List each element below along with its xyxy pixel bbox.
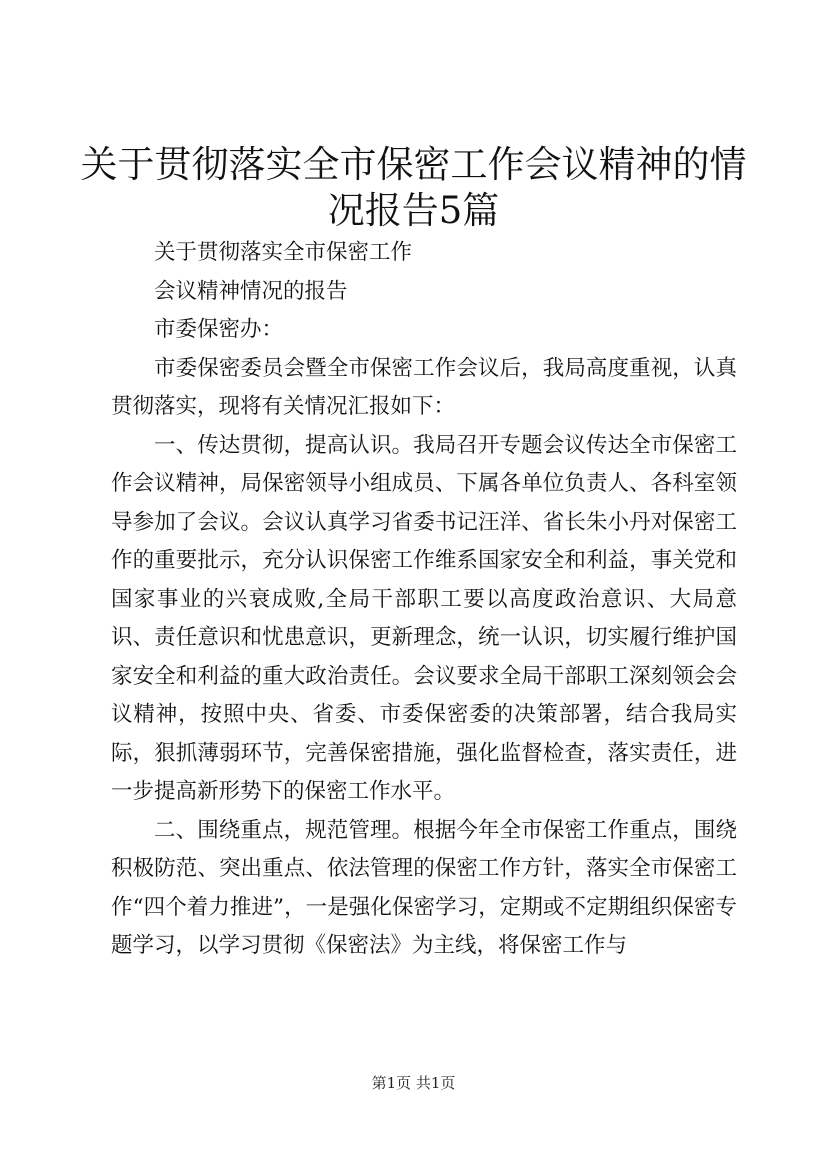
heading-line-2: 会议精神情况的报告 (154, 278, 348, 304)
heading-line-1: 关于贯彻落实全市保密工作 (154, 240, 413, 265)
page-footer: 第1页 共1页 (371, 1074, 456, 1092)
section-1-paragraph: 一、传达贯彻，提高认识。我局召开专题会议传达全市保密工作会议精神，局保密领导小组成员、下属各单位负责人、各科室领导参加了会议。会议认真学习省委书记汪洋、省长朱小丹对保密工作的重要批示，充分认识保密工作维系国家安全和利益，事关党和国家事业的兴衰成败,全局干部职工要以高度政治意识、大局意识、责任意识和忧患意识，更新理念，统一认识，切实履行维护国家安全和利益的重大政治责任。会议要求全局干部职工深刻领会会议精神，按照中央、省委、市委保密委的决策部署，结合我局实际，狠抓薄弱环节，完善保密措施，强化监督检查，落实责任，进一步提高新形势下的保密工作水平。 (111, 432, 737, 804)
intro-paragraph: 市委保密委员会暨全市保密工作会议后，我局高度重视，认真贯彻落实，现将有关情况汇报如下： (111, 355, 737, 419)
document-body (111, 234, 737, 966)
addressee: 市委保密办： (154, 317, 284, 342)
document-title: 关于贯彻落实全市保密工作会议精神的情况报告5篇 (80, 143, 747, 232)
section-2-paragraph: 二、围绕重点，规范管理。根据今年全市保密工作重点，围绕积极防范、突出重点、依法管理的保密工作方针，落实全市保密工作“四个着力推进”，一是强化保密学习，定期或不定期组织保密专题学习，以学习贯彻《保密法》为主线，将保密工作与 (111, 817, 737, 958)
